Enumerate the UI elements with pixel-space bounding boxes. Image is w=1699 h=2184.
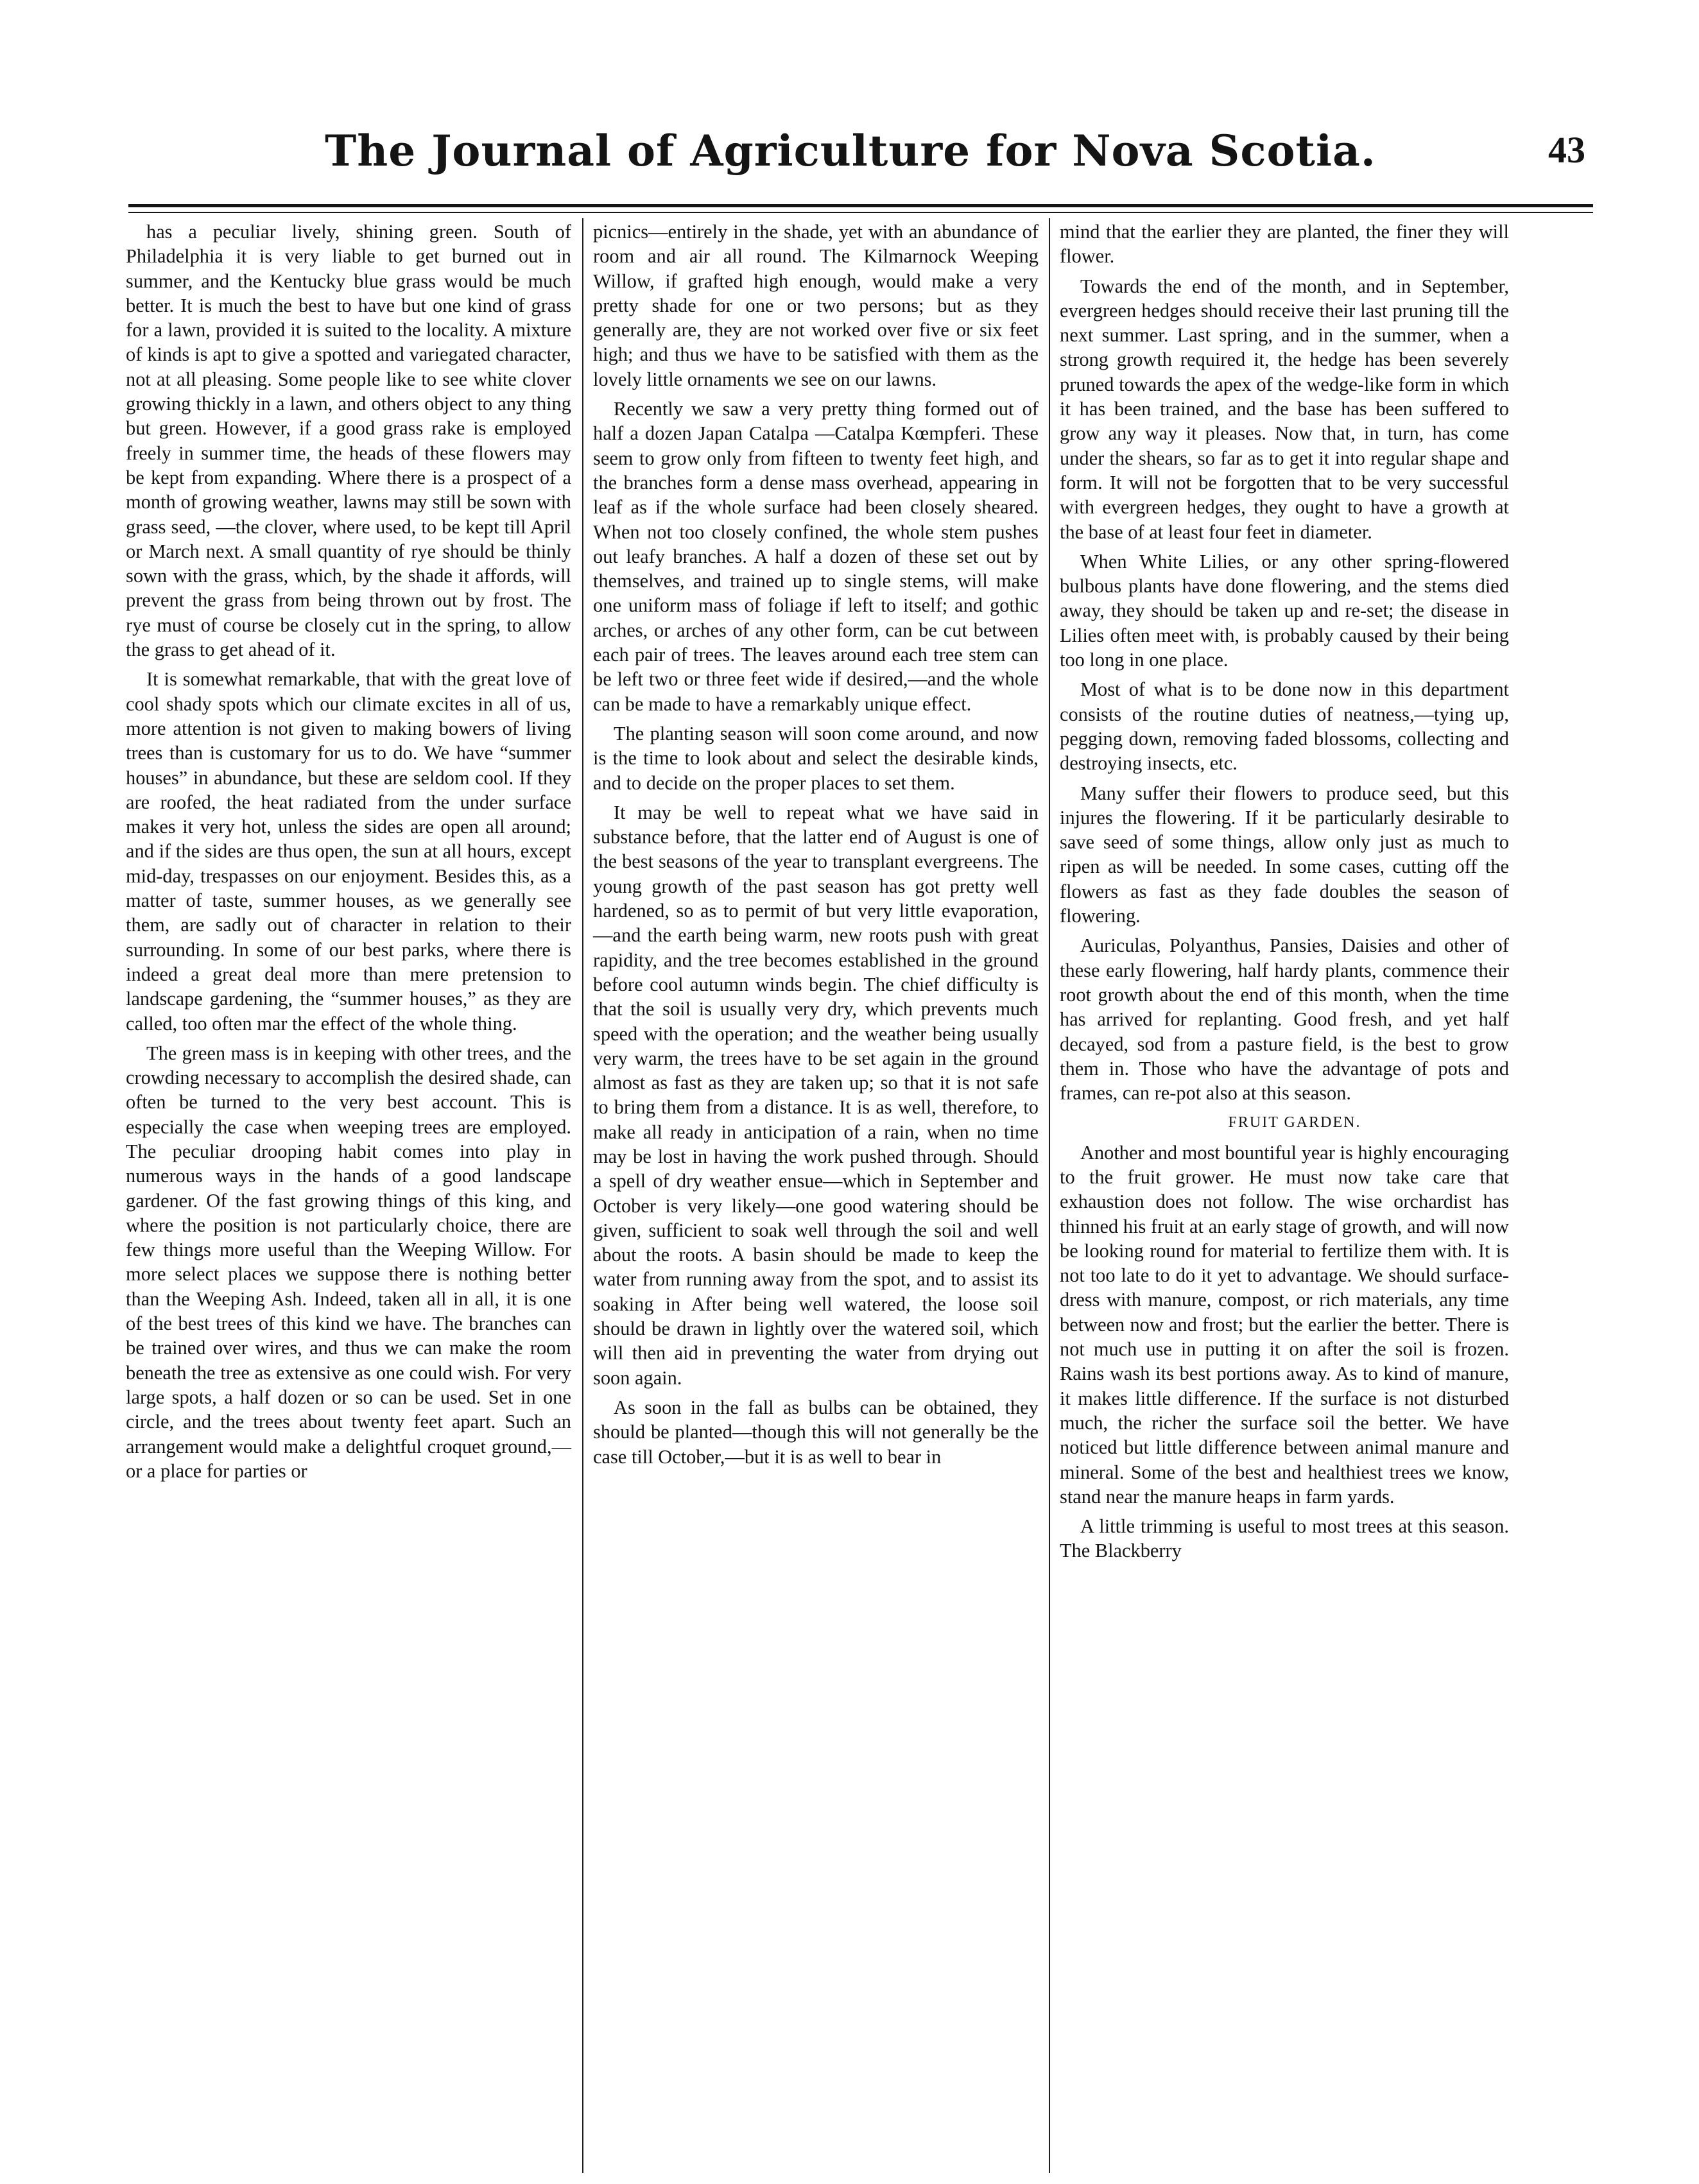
paragraph: Auriculas, Polyanthus, Pansies, Daisies and other of these early flowering, half hardy plants, commence their root growth about the end of this month, when the time has arrived for replanting. Good fresh, and yet half decayed, sod from a pasture field, is the best to grow them in. Those who have the advantage of pots and frames, can re-pot also at this season. <box>1060 934 1509 1105</box>
paragraph: has a peculiar lively, shining green. South of Philadelphia it is very liable to get burned out in summer, and the Kentucky blue grass would be much better. It is much the best to have but one kind of grass for a lawn, provided it is suited to the locality. A mixture of kinds is apt to give a spotted and variegated character, not at all pleasing. Some people like to see white clover growing thickly in a lawn, and others object to any thing but green. However, if a good grass rake is employed freely in summer time, the heads of these flowers may be kept from expanding. Where there is a prospect of a month of growing weather, lawns may still be sown with grass seed, —the clover, where used, to be kept till April or March next. A small quantity of rye should be thinly sown with the grass, which, by the shade it affords, will prevent the grass from being thrown out by frost. The rye must of course be closely cut in the spring, to allow the grass to get ahead of it. <box>126 221 571 661</box>
paragraph: As soon in the fall as bulbs can be obtained, they should be planted—though this will not generally be the case till October,—but it is as well to bear in <box>593 1396 1039 1468</box>
running-title: The Journal of Agriculture for Nova Scotia. <box>325 126 1376 176</box>
text-column-3 <box>1060 219 1509 1563</box>
text-column-1 <box>126 219 571 1483</box>
paragraph: The planting season will soon come around, and now is the time to look about and select the desirable kinds, and to decide on the proper places to set them. <box>593 722 1039 794</box>
paragraph: Towards the end of the month, and in September, evergreen hedges should receive their last pruning till the next summer. Last spring, and in the summer, when a strong growth required it, the hedge has been severely pruned towards the apex of the wedge-like form in which it has been trained, and the base has been suffered to grow any way it pleases. Now that, in turn, has come under the shears, so far as to get it into regular shape and form. It will not be forgotten that to be very successful with evergreen hedges, they ought to have a growth at the base of at least four feet in diameter. <box>1060 275 1509 543</box>
paragraph: The green mass is in keeping with other trees, and the crowding necessary to accomplish the desired shade, can often be turned to the very best account. This is especially the case when weeping trees are employed. The peculiar drooping habit comes into play in numerous ways in the hands of a good landscape gardener. Of the fast growing things of this king, and where the position is not particularly choice, there are few things more useful than the Weeping Willow. For more select places we suppose there is nothing better than the Weeping Ash. Indeed, taken all in all, it is one of the best trees of this kind we have. The branches can be trained over wires, and thus we can make the room beneath the tree as extensive as one could wish. For very large spots, a half dozen or so can be used. Set in one circle, and the trees about twenty feet apart. Such an arrangement would make a delightful croquet ground,—or a place for parties or <box>126 1042 571 1482</box>
paragraph: Another and most bountiful year is highly encouraging to the fruit grower. He must now take care that exhaustion does not follow. The wise orchardist has thinned his fruit at an early stage of growth, and will now be looking round for material to fertilize them with. It is not too late to do it yet to advantage. We should surface-dress with manure, compost, or rich materials, any time between now and frost; but the earlier the better. There is not much use in putting it on after the soil is frozen. Rains wash its best portions away. As to kind of manure, it makes little difference. If the surface is not disturbed much, the richer the surface soil the better. We have noticed but little difference between animal manure and mineral. Some of the best and healthiest trees we know, stand near the manure heaps in farm yards. <box>1060 1141 1509 1508</box>
text-column-2 <box>593 219 1039 1469</box>
paragraph: Many suffer their flowers to produce seed, but this injures the flowering. If it be particularly desirable to save seed of some things, allow only just as much to ripen as will be needed. In some cases, cutting off the flowers as fast as they fade doubles the season of flowering. <box>1060 782 1509 927</box>
paragraph: picnics—entirely in the shade, yet with an abundance of room and air all round. The Kilmarnock Weeping Willow, if grafted high enough, would make a very pretty shade for one or two persons; but as they generally are, they are not worked over five or six feet high; and thus we have to be satisfied with them as the lovely little ornaments we see on our lawns. <box>593 221 1039 390</box>
paragraph: It may be well to repeat what we have said in substance before, that the latter end of August is one of the best seasons of the year to transplant evergreens. The young growth of the past season has got pretty well hardened, so as to permit of but very little evaporation,—and the earth being warm, new roots push with great rapidity, and the tree becomes established in the ground before cool autumn winds begin. The chief difficulty is that the soil is usually very dry, which prevents much speed with the operation; and the weather being usually very warm, the trees have to be set again in the ground almost as fast as they are taken up; so that it is not safe to bring them from a distance. It is as well, therefore, to make all ready in anticipation of a rain, when no time may be lost in having the work pushed through. Should a spell of dry weather ensue—which in September and October is very likely—one good watering should be given, sufficient to soak well through the soil and well about the roots. A basin should be made to keep the water from running away from the spot, and to assist its soaking in After being well watered, the loose soil should be drawn in lightly over the watered soil, which will then aid in preventing the water from drying out soon again. <box>593 801 1039 1389</box>
paragraph: A little trimming is useful to most trees at this season. The Blackberry <box>1060 1515 1509 1562</box>
column-divider <box>1049 218 1050 2173</box>
paragraph: When White Lilies, or any other spring-flowered bulbous plants have done flowering, and the stems died away, they should be taken up and re-set; the disease in Lilies often meet with, is probably caused by their being too long in one place. <box>1060 550 1509 671</box>
paragraph: It is somewhat remarkable, that with the great love of cool shady spots which our climate excites in all of us, more attention is not given to making bowers of living trees than is customary for us to do. We have “summer houses” in abundance, but these are seldom cool. If they are roofed, the heat radiated from the under surface makes it very hot, unless the sides are open all around; and if the sides are thus open, the sun at all hours, except mid-day, trespasses on our enjoyment. Besides this, as a matter of taste, summer houses, as we generally see them, are sadly out of character in relation to their surrounding. In some of our best parks, where there is indeed a great deal more than mere pretension to landscape gardening, the “summer houses,” as they are called, too often mar the effect of the whole thing. <box>126 668 571 1035</box>
running-head <box>116 126 1585 190</box>
column-divider <box>582 218 583 2173</box>
paragraph: Most of what is to be done now in this department consists of the routine duties of neatness,—tying up, pegging down, removing faded blossoms, collecting and destroying insects, etc. <box>1060 678 1509 775</box>
header-rule-thin <box>128 212 1593 213</box>
header-rule <box>128 204 1593 207</box>
paragraph: mind that the earlier they are planted, the finer they will flower. <box>1060 221 1509 268</box>
section-heading: FRUIT GARDEN. <box>1228 1114 1361 1131</box>
paragraph: Recently we saw a very pretty thing formed out of half a dozen Japan Catalpa —Catalpa Kœmpferi. These seem to grow only from fifteen to twenty feet high, and the branches form a dense mass overhead, appearing in leaf as if the whole surface had been closely sheared. When not too closely confined, the whole stem pushes out leafy branches. A half a dozen of these set out by themselves, and trained up to single stems, will make one uniform mass of foliage if left to itself; and gothic arches, or arches of any other form, can be cut between each pair of trees. The leaves around each tree stem can be left two or three feet wide if desired,—and the whole can be made to have a remarkably unique effect. <box>593 398 1039 715</box>
page-number: 43 <box>1548 129 1585 171</box>
